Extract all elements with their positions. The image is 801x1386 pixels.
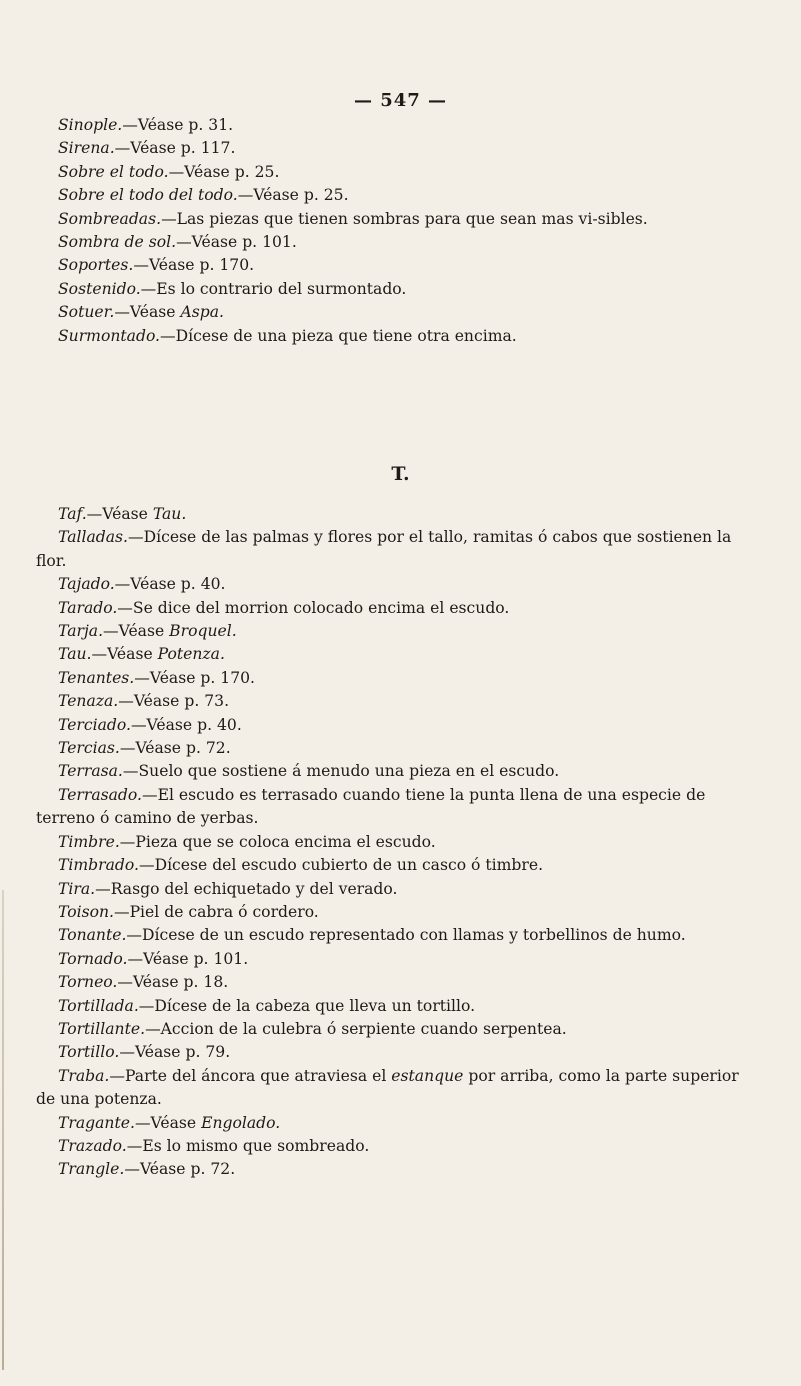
entry-term: Tornado. (58, 949, 128, 968)
glossary-entry (36, 301, 756, 324)
entry-term: Tajado. (58, 575, 115, 594)
entry-definition: —Rasgo del echiquetado y del verado. (95, 879, 398, 898)
section-heading-t: T. (391, 463, 410, 485)
entry-term: Tau. (58, 645, 92, 664)
entry-term: Terrasado. (58, 785, 142, 804)
entry-term: Soportes. (58, 256, 134, 275)
entry-definition: —Dícese de la cabeza que lleva un tortillo. (138, 996, 476, 1015)
entry-definition: —Accion de la culebra ó serpiente cuando serpentea. (145, 1019, 567, 1038)
entry-term: Sombra de sol. (58, 233, 177, 252)
entry-definition: —Véase (114, 303, 181, 322)
entry-definition: —Parte del áncora que atraviesa el (109, 1066, 392, 1085)
entry-term: Tragante. (58, 1113, 135, 1132)
glossary-entry (36, 1135, 756, 1158)
entry-definition: —Véase p. 170. (134, 668, 256, 687)
entry-definition: —Suelo que sostiene á menudo una pieza en el escudo. (122, 762, 560, 781)
glossary-entry (36, 714, 756, 737)
entry-term: Taf. (58, 505, 87, 523)
entry-term: Sirena. (58, 139, 115, 158)
glossary-entry (36, 924, 756, 947)
entry-term: Sotuer. (58, 303, 115, 322)
glossary-entry (36, 948, 756, 971)
entry-term: Tortillante. (58, 1019, 146, 1038)
entry-term: Traba. (58, 1066, 110, 1085)
entry-term: Timbre. (58, 832, 120, 851)
entry-term: Tonante. (58, 926, 127, 945)
entry-definition: —Véase p. 72. (119, 739, 231, 758)
entry-definition: —Véase (103, 622, 170, 641)
glossary-entry (36, 690, 756, 713)
glossary-entry (36, 737, 756, 760)
entry-cross-reference: Engolado. (201, 1113, 281, 1132)
glossary-entry (36, 1158, 756, 1181)
page-edge-shadow (2, 890, 4, 1370)
entry-term: Sinople. (58, 116, 123, 134)
glossary-entry (36, 1041, 756, 1064)
entry-definition: —Véase p. 25. (168, 162, 280, 181)
glossary-entry (36, 208, 756, 231)
entry-term: Sobre el todo. (58, 162, 169, 181)
entry-definition: —Véase (86, 505, 153, 523)
entry-definition: —Véase p. 72. (124, 1160, 236, 1179)
entry-term: Trazado. (58, 1136, 127, 1155)
glossary-entry (36, 325, 756, 348)
glossary-entry (36, 573, 756, 596)
glossary-entry (36, 526, 756, 573)
entry-definition: —Piel de cabra ó cordero. (113, 902, 319, 921)
entry-term: Talladas. (58, 528, 128, 547)
entry-term: Sostenido. (58, 279, 141, 298)
glossary-entry (36, 114, 756, 137)
entry-definition: —Véase p. 18. (117, 973, 229, 992)
glossary-entry (36, 784, 756, 831)
entry-definition: —Véase p. 79. (119, 1043, 231, 1062)
entry-definition: —Véase (91, 645, 158, 664)
glossary-entry (36, 901, 756, 924)
entry-cross-reference: Aspa. (180, 303, 224, 322)
glossary-entry (36, 137, 756, 160)
entry-term: Surmontado. (58, 326, 161, 345)
entry-term: Tira. (58, 879, 96, 898)
glossary-entry (36, 278, 756, 301)
glossary-entry (36, 231, 756, 254)
entry-term: Tenaza. (58, 692, 119, 711)
entry-definition: —Dícese de una pieza que tiene otra encima. (160, 326, 517, 345)
entries-t-section (36, 503, 756, 1182)
entry-definition-tail: por arriba, como la parte superior de una potenza. (36, 1066, 739, 1109)
entry-definition: —Véase p. 101. (176, 233, 297, 252)
entry-term: Terrasa. (58, 762, 123, 781)
entry-definition: —Las piezas que tienen sombras para que sean mas vi-sibles. (161, 209, 648, 228)
entry-term: Tenantes. (58, 668, 135, 687)
entry-definition: —Dícese de las palmas y flores por el tallo, ramitas ó cabos que sostienen la flor. (36, 528, 732, 570)
entry-term: Torneo. (58, 973, 118, 992)
entry-definition: —Dícese de un escudo representado con llamas y torbellinos de humo. (126, 926, 686, 945)
entry-term: Tarja. (58, 622, 104, 641)
glossary-entry (36, 503, 756, 526)
entry-term: Terciado. (58, 715, 131, 734)
entry-term: Sobre el todo del todo. (58, 186, 238, 205)
glossary-entry (36, 1018, 756, 1041)
entry-cross-reference: Tau. (152, 505, 187, 523)
entry-definition: —Véase p. 25. (237, 186, 349, 205)
entry-term: Timbrado. (58, 856, 139, 875)
entry-cross-reference: Broquel. (169, 622, 237, 641)
glossary-entry (36, 831, 756, 854)
page-number: — 547 — (353, 90, 448, 111)
glossary-entry (36, 643, 756, 666)
entry-definition: —Véase p. 40. (114, 575, 226, 594)
entry-term: Tortillo. (58, 1043, 120, 1062)
glossary-entry (36, 1112, 756, 1135)
entry-definition: —Véase p. 73. (118, 692, 230, 711)
entry-term: Sombreadas. (58, 209, 162, 228)
entry-cross-reference: Potenza. (157, 645, 225, 664)
glossary-entry (36, 760, 756, 783)
entry-definition: —El escudo es terrasado cuando tiene la punta llena de una especie de terreno ó camino de yerbas. (36, 785, 706, 828)
entry-term: Tortillada. (58, 996, 139, 1015)
entry-term: Trangle. (58, 1160, 125, 1179)
entry-term: Tercias. (58, 739, 120, 758)
entry-cross-reference: estanque (391, 1066, 464, 1085)
entry-definition: —Véase p. 31. (122, 116, 234, 134)
entry-term: Tarado. (58, 598, 118, 617)
entry-definition: —Véase p. 117. (114, 139, 236, 158)
glossary-entry (36, 854, 756, 877)
glossary-entry (36, 161, 756, 184)
entry-definition: —Dícese del escudo cubierto de un casco ó timbre. (138, 856, 544, 875)
entry-definition: —Se dice del morrion colocado encima el escudo. (117, 598, 510, 617)
entry-definition: —Es lo mismo que sombreado. (126, 1136, 370, 1155)
entry-definition: —Véase (134, 1113, 202, 1132)
glossary-entry (36, 620, 756, 643)
glossary-entry (36, 878, 756, 901)
entry-definition: —Pieza que se coloca encima el escudo. (119, 832, 436, 851)
entry-definition: —Véase p. 170. (133, 256, 255, 275)
glossary-entry (36, 597, 756, 620)
entry-definition: —Véase p. 40. (130, 715, 242, 734)
entry-definition: —Véase p. 101. (127, 949, 249, 968)
glossary-entry (36, 184, 756, 207)
glossary-entry (36, 254, 756, 277)
entry-term: Toison. (58, 902, 114, 921)
glossary-entry (36, 995, 756, 1018)
glossary-entry (36, 971, 756, 994)
glossary-entry (36, 667, 756, 690)
entry-definition: —Es lo contrario del surmontado. (140, 279, 407, 298)
entries-s-section (36, 114, 756, 348)
glossary-entry (36, 1065, 756, 1112)
